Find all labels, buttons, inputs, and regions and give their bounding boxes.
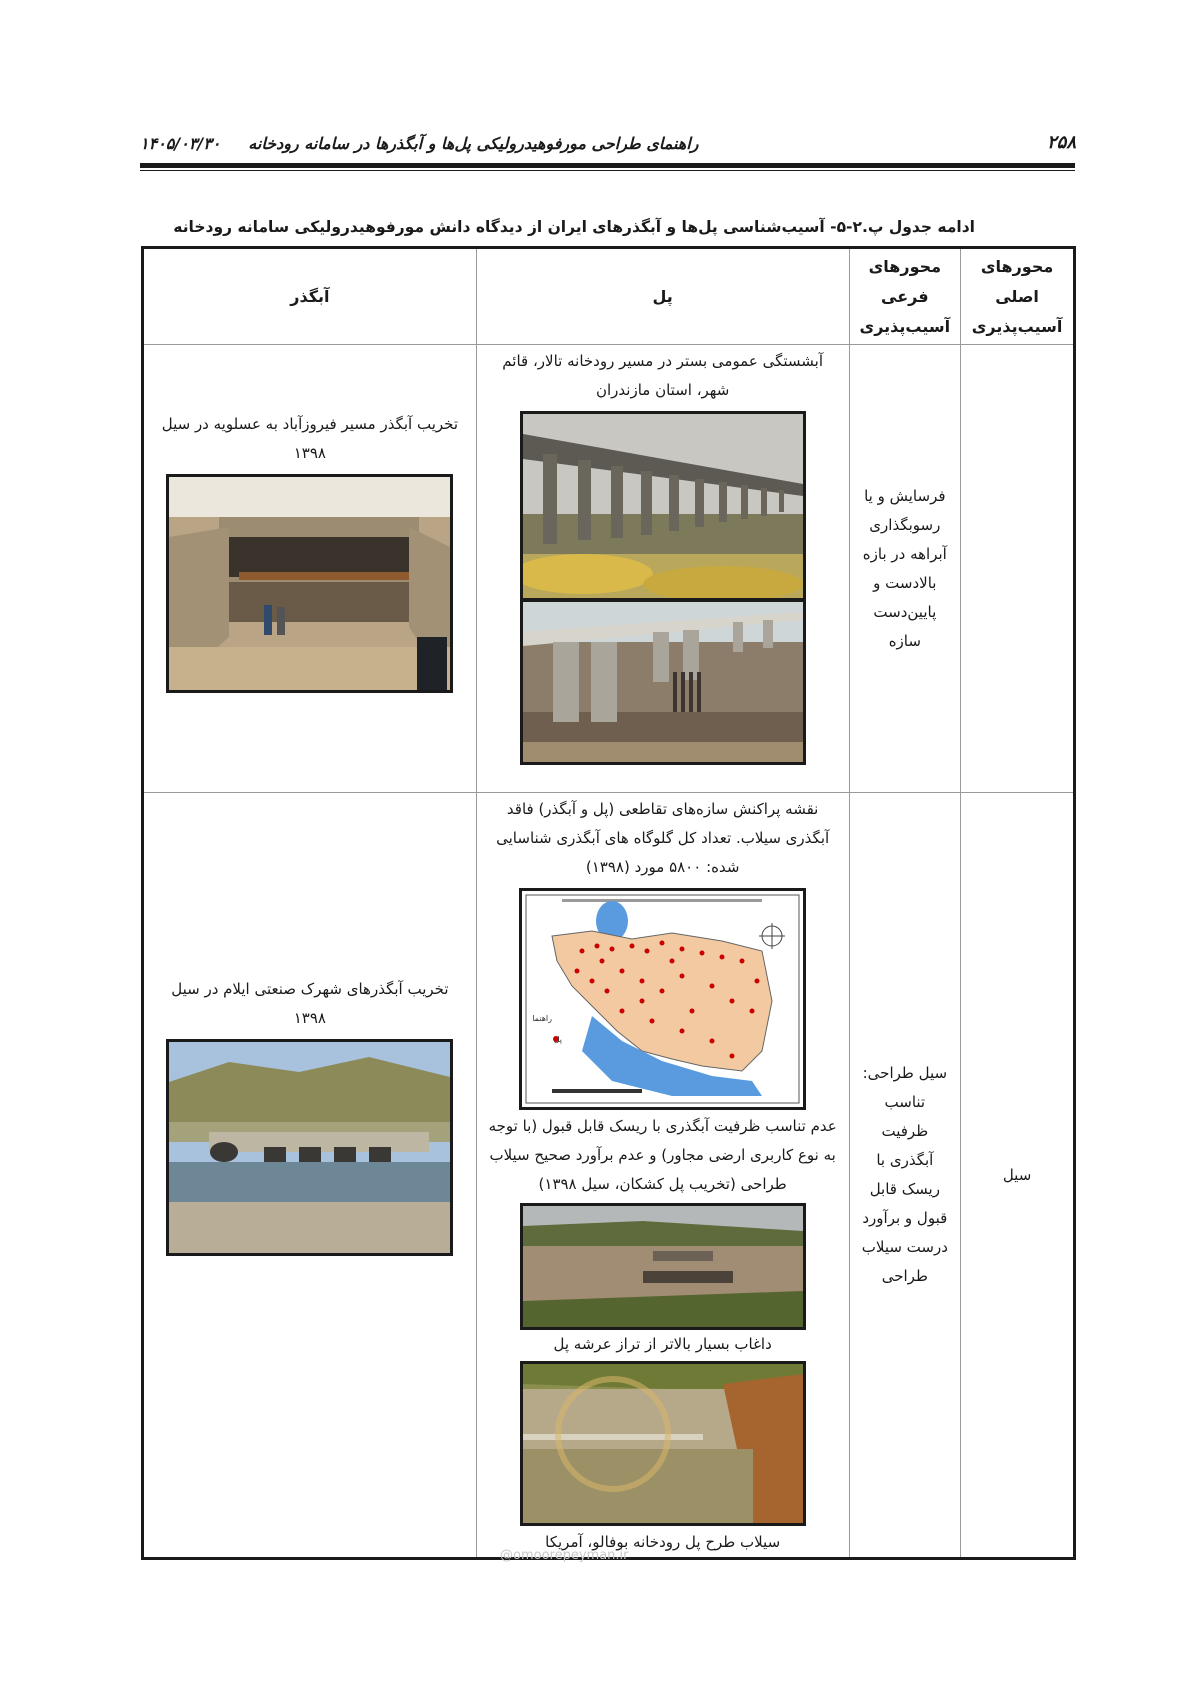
header-rule-thin xyxy=(140,170,1075,171)
header-sub-axes-text: محورهای فرعی آسیب‌پذیری xyxy=(859,256,951,336)
culvert-photo-firuzabad xyxy=(166,474,453,693)
watermark-url: @omoorepeyman.ir xyxy=(500,1548,629,1563)
vulnerability-table xyxy=(141,246,1076,1560)
bridge-photo-buffalo xyxy=(520,1361,806,1526)
row2-bridge-caption-1: نقشه پراکنش سازه‌های تقاطعی (پل و آبگذر) فاقد آبگذری سیلاب. تعداد کل گلوگاه های آبگذری شناسایی شده: ۵۸۰۰ مورد (۱۳۹۸) xyxy=(496,800,830,876)
row2-bridge-caption-2: عدم تناسب ظرفیت آبگذری با ریسک قابل قبول (با توجه به نوع کاربری ارضی مجاور) و عدم برآورد صحیح سیلاب طراحی (تخریب پل کشکان، سیل ۱۳۹۸) xyxy=(488,1117,837,1193)
row1-culvert-cell xyxy=(143,345,477,793)
header-bridge: پل xyxy=(476,248,849,345)
running-title xyxy=(140,134,698,153)
bridge-photo-talar-2 xyxy=(520,599,806,765)
culvert-photo-ilam xyxy=(166,1039,453,1256)
row1-main-axis xyxy=(961,345,1075,793)
row1-bridge-cell xyxy=(476,345,849,793)
table-caption: ادامه جدول پ.۲-۵- آسیب‌شناسی پل‌ها و آبگذرهای ایران از دیدگاه دانش مورفوهیدرولیکی سامانه رودخانه xyxy=(173,218,975,236)
iran-culvert-map xyxy=(519,888,806,1110)
row2-culvert-caption: تخریب آبگذرهای شهرک صنعتی ایلام در سیل ۱۳۹۸ xyxy=(171,979,449,1027)
header-culvert: آبگذر xyxy=(143,248,477,345)
table-header-row xyxy=(143,248,1075,345)
header-main-axes xyxy=(961,248,1075,345)
row1-bridge-caption: آبشستگی عمومی بستر در مسیر رودخانه تالار، قائم شهر، استان مازندران xyxy=(502,352,823,399)
row2-bridge-cell xyxy=(476,793,849,1559)
row2-culvert-cell xyxy=(143,793,477,1559)
table-row xyxy=(143,793,1075,1559)
map-legend-title: راهنما xyxy=(532,1014,553,1023)
row2-sub-axis-text: سیل طراحی: تناسب ظرفیت آبگذری با ریسک قابل قبول و برآورد درست سیلاب طراحی xyxy=(861,1064,948,1285)
page-number: ۲۵۸ xyxy=(1046,132,1076,153)
running-title-date: ۱۴۰۵/۰۳/۳۰ xyxy=(140,134,221,153)
row1-sub-axis-text: فرسایش و یا رسوبگذاری آبراهه در بازه بالادست و پایین‌دست سازه xyxy=(862,486,947,650)
bridge-photo-kashkan xyxy=(520,1203,806,1330)
table-row xyxy=(143,345,1075,793)
row1-culvert-caption: تخریب آبگذر مسیر فیروزآباد به عسلویه در سیل ۱۳۹۸ xyxy=(161,415,459,462)
header-main-axes-text: محورهای اصلی آسیب‌پذیری xyxy=(971,256,1063,336)
row2-bridge-caption-4: سیلاب طرح پل رودخانه بوفالو، آمریکا xyxy=(545,1533,781,1551)
header-sub-axes xyxy=(849,248,961,345)
running-title-text: راهنمای طراحی مورفوهیدرولیکی پل‌ها و آبگذرها در سامانه رودخانه xyxy=(248,134,699,153)
row1-sub-axis xyxy=(849,345,961,793)
row2-sub-axis xyxy=(849,793,961,1559)
header-rule xyxy=(140,163,1075,168)
bridge-photo-talar-1 xyxy=(520,411,806,601)
row2-main-axis: سیل xyxy=(961,793,1075,1559)
row2-bridge-caption-3: داغاب بسیار بالاتر از تراز عرشه پل xyxy=(553,1335,772,1353)
map-legend-item: پل xyxy=(553,1035,563,1044)
